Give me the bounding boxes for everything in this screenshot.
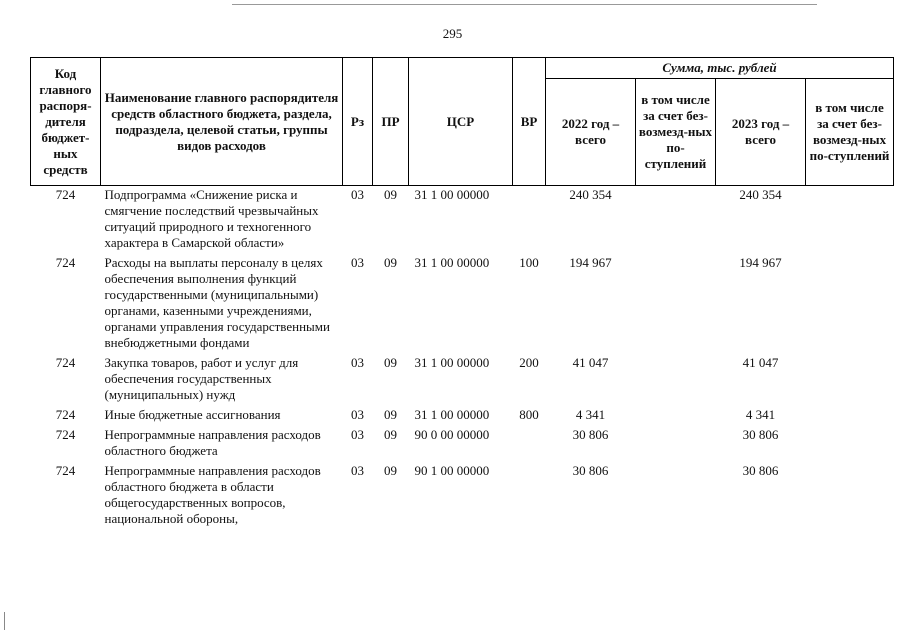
cell-2023-free bbox=[806, 254, 894, 354]
cell-csr: 31 1 00 00000 bbox=[414, 355, 490, 370]
top-rule bbox=[232, 4, 817, 5]
header-2022-free: в том числе за счет без-возмезд-ных по-ступлений bbox=[636, 79, 716, 186]
cell-2022-total: 194 967 bbox=[569, 255, 612, 270]
cell-2023-total: 30 806 bbox=[742, 427, 779, 442]
cell-csr: 31 1 00 00000 bbox=[414, 407, 490, 422]
header-sum-group: Сумма, тыс. рублей bbox=[546, 58, 894, 79]
margin-mark bbox=[4, 612, 5, 630]
cell-2023-total: 240 354 bbox=[739, 187, 782, 202]
table-row bbox=[31, 426, 894, 462]
cell-2022-free bbox=[636, 426, 716, 462]
cell-rz: 03 bbox=[351, 355, 364, 370]
cell-csr: 31 1 00 00000 bbox=[414, 255, 490, 270]
cell-vr: 800 bbox=[519, 407, 539, 422]
cell-csr: 90 1 00 00000 bbox=[414, 463, 490, 478]
cell-2022-total: 240 354 bbox=[569, 187, 612, 202]
header-pr: ПР bbox=[373, 58, 409, 186]
cell-2022-total: 30 806 bbox=[572, 463, 609, 478]
header-2022-total: 2022 год – всего bbox=[546, 79, 636, 186]
table-row bbox=[31, 186, 894, 255]
header-name: Наименование главного распорядителя средств областного бюджета, раздела, подраздела, целевой статьи, группы видов расходов bbox=[101, 58, 343, 186]
cell-code: 724 bbox=[55, 355, 76, 370]
cell-rz: 03 bbox=[351, 407, 364, 422]
cell-2023-total: 194 967 bbox=[739, 255, 782, 270]
cell-2022-free bbox=[636, 254, 716, 354]
cell-pr: 09 bbox=[384, 187, 397, 202]
cell-2023-free bbox=[806, 354, 894, 406]
table-row bbox=[31, 254, 894, 354]
cell-rz: 03 bbox=[351, 187, 364, 202]
cell-2023-free bbox=[806, 186, 894, 255]
header-rz: Рз bbox=[343, 58, 373, 186]
table-row bbox=[31, 406, 894, 426]
cell-pr: 09 bbox=[384, 355, 397, 370]
budget-table bbox=[30, 57, 894, 530]
header-2023-total: 2023 год – всего bbox=[716, 79, 806, 186]
cell-2023-total: 41 047 bbox=[742, 355, 779, 370]
header-code: Код главного распоря-дителя бюджет-ных средств bbox=[31, 58, 101, 186]
cell-2023-free bbox=[806, 406, 894, 426]
cell-vr bbox=[513, 186, 546, 255]
cell-name: Иные бюджетные ассигнования bbox=[104, 407, 281, 422]
cell-code: 724 bbox=[55, 255, 76, 270]
cell-pr: 09 bbox=[384, 463, 397, 478]
cell-vr bbox=[513, 462, 546, 530]
cell-code: 724 bbox=[55, 427, 76, 442]
cell-csr: 90 0 00 00000 bbox=[414, 427, 490, 442]
cell-name: Непрограммные направления расходов областного бюджета в области общегосударственных вопросов, национальной обороны, bbox=[104, 463, 321, 526]
cell-vr: 200 bbox=[519, 355, 539, 370]
header-csr: ЦСР bbox=[409, 58, 513, 186]
cell-name: Закупка товаров, работ и услуг для обеспечения государственных (муниципальных) нужд bbox=[104, 355, 299, 402]
cell-code: 724 bbox=[55, 407, 76, 422]
cell-pr: 09 bbox=[384, 407, 397, 422]
cell-csr: 31 1 00 00000 bbox=[414, 187, 490, 202]
cell-2023-total: 30 806 bbox=[742, 463, 779, 478]
cell-name: Непрограммные направления расходов областного бюджета bbox=[104, 427, 321, 458]
cell-2022-free bbox=[636, 462, 716, 530]
cell-rz: 03 bbox=[351, 255, 364, 270]
cell-2023-free bbox=[806, 426, 894, 462]
cell-2023-total: 4 341 bbox=[745, 407, 776, 422]
cell-pr: 09 bbox=[384, 255, 397, 270]
cell-2022-free bbox=[636, 354, 716, 406]
header-vr: ВР bbox=[513, 58, 546, 186]
table-row bbox=[31, 354, 894, 406]
page-number: 295 bbox=[442, 26, 463, 41]
table-row bbox=[31, 462, 894, 530]
cell-2023-free bbox=[806, 462, 894, 530]
cell-name: Подпрограмма «Снижение риска и смягчение последствий чрезвычайных ситуаций природного и техногенного характера в Самарской области» bbox=[104, 187, 319, 250]
cell-2022-total: 4 341 bbox=[575, 407, 606, 422]
cell-2022-total: 30 806 bbox=[572, 427, 609, 442]
cell-rz: 03 bbox=[351, 463, 364, 478]
cell-2022-free bbox=[636, 406, 716, 426]
cell-vr: 100 bbox=[519, 255, 539, 270]
cell-2022-total: 41 047 bbox=[572, 355, 609, 370]
cell-rz: 03 bbox=[351, 427, 364, 442]
cell-name: Расходы на выплаты персоналу в целях обеспечения выполнения функций государственными (муниципальными) органами, казенными учреждениями, органами управления государственными внебюджетными фондами bbox=[104, 255, 330, 350]
cell-code: 724 bbox=[55, 187, 76, 202]
cell-2022-free bbox=[636, 186, 716, 255]
cell-pr: 09 bbox=[384, 427, 397, 442]
cell-vr bbox=[513, 426, 546, 462]
header-2023-free: в том числе за счет без-возмезд-ных по-ступлений bbox=[806, 79, 894, 186]
cell-code: 724 bbox=[55, 463, 76, 478]
